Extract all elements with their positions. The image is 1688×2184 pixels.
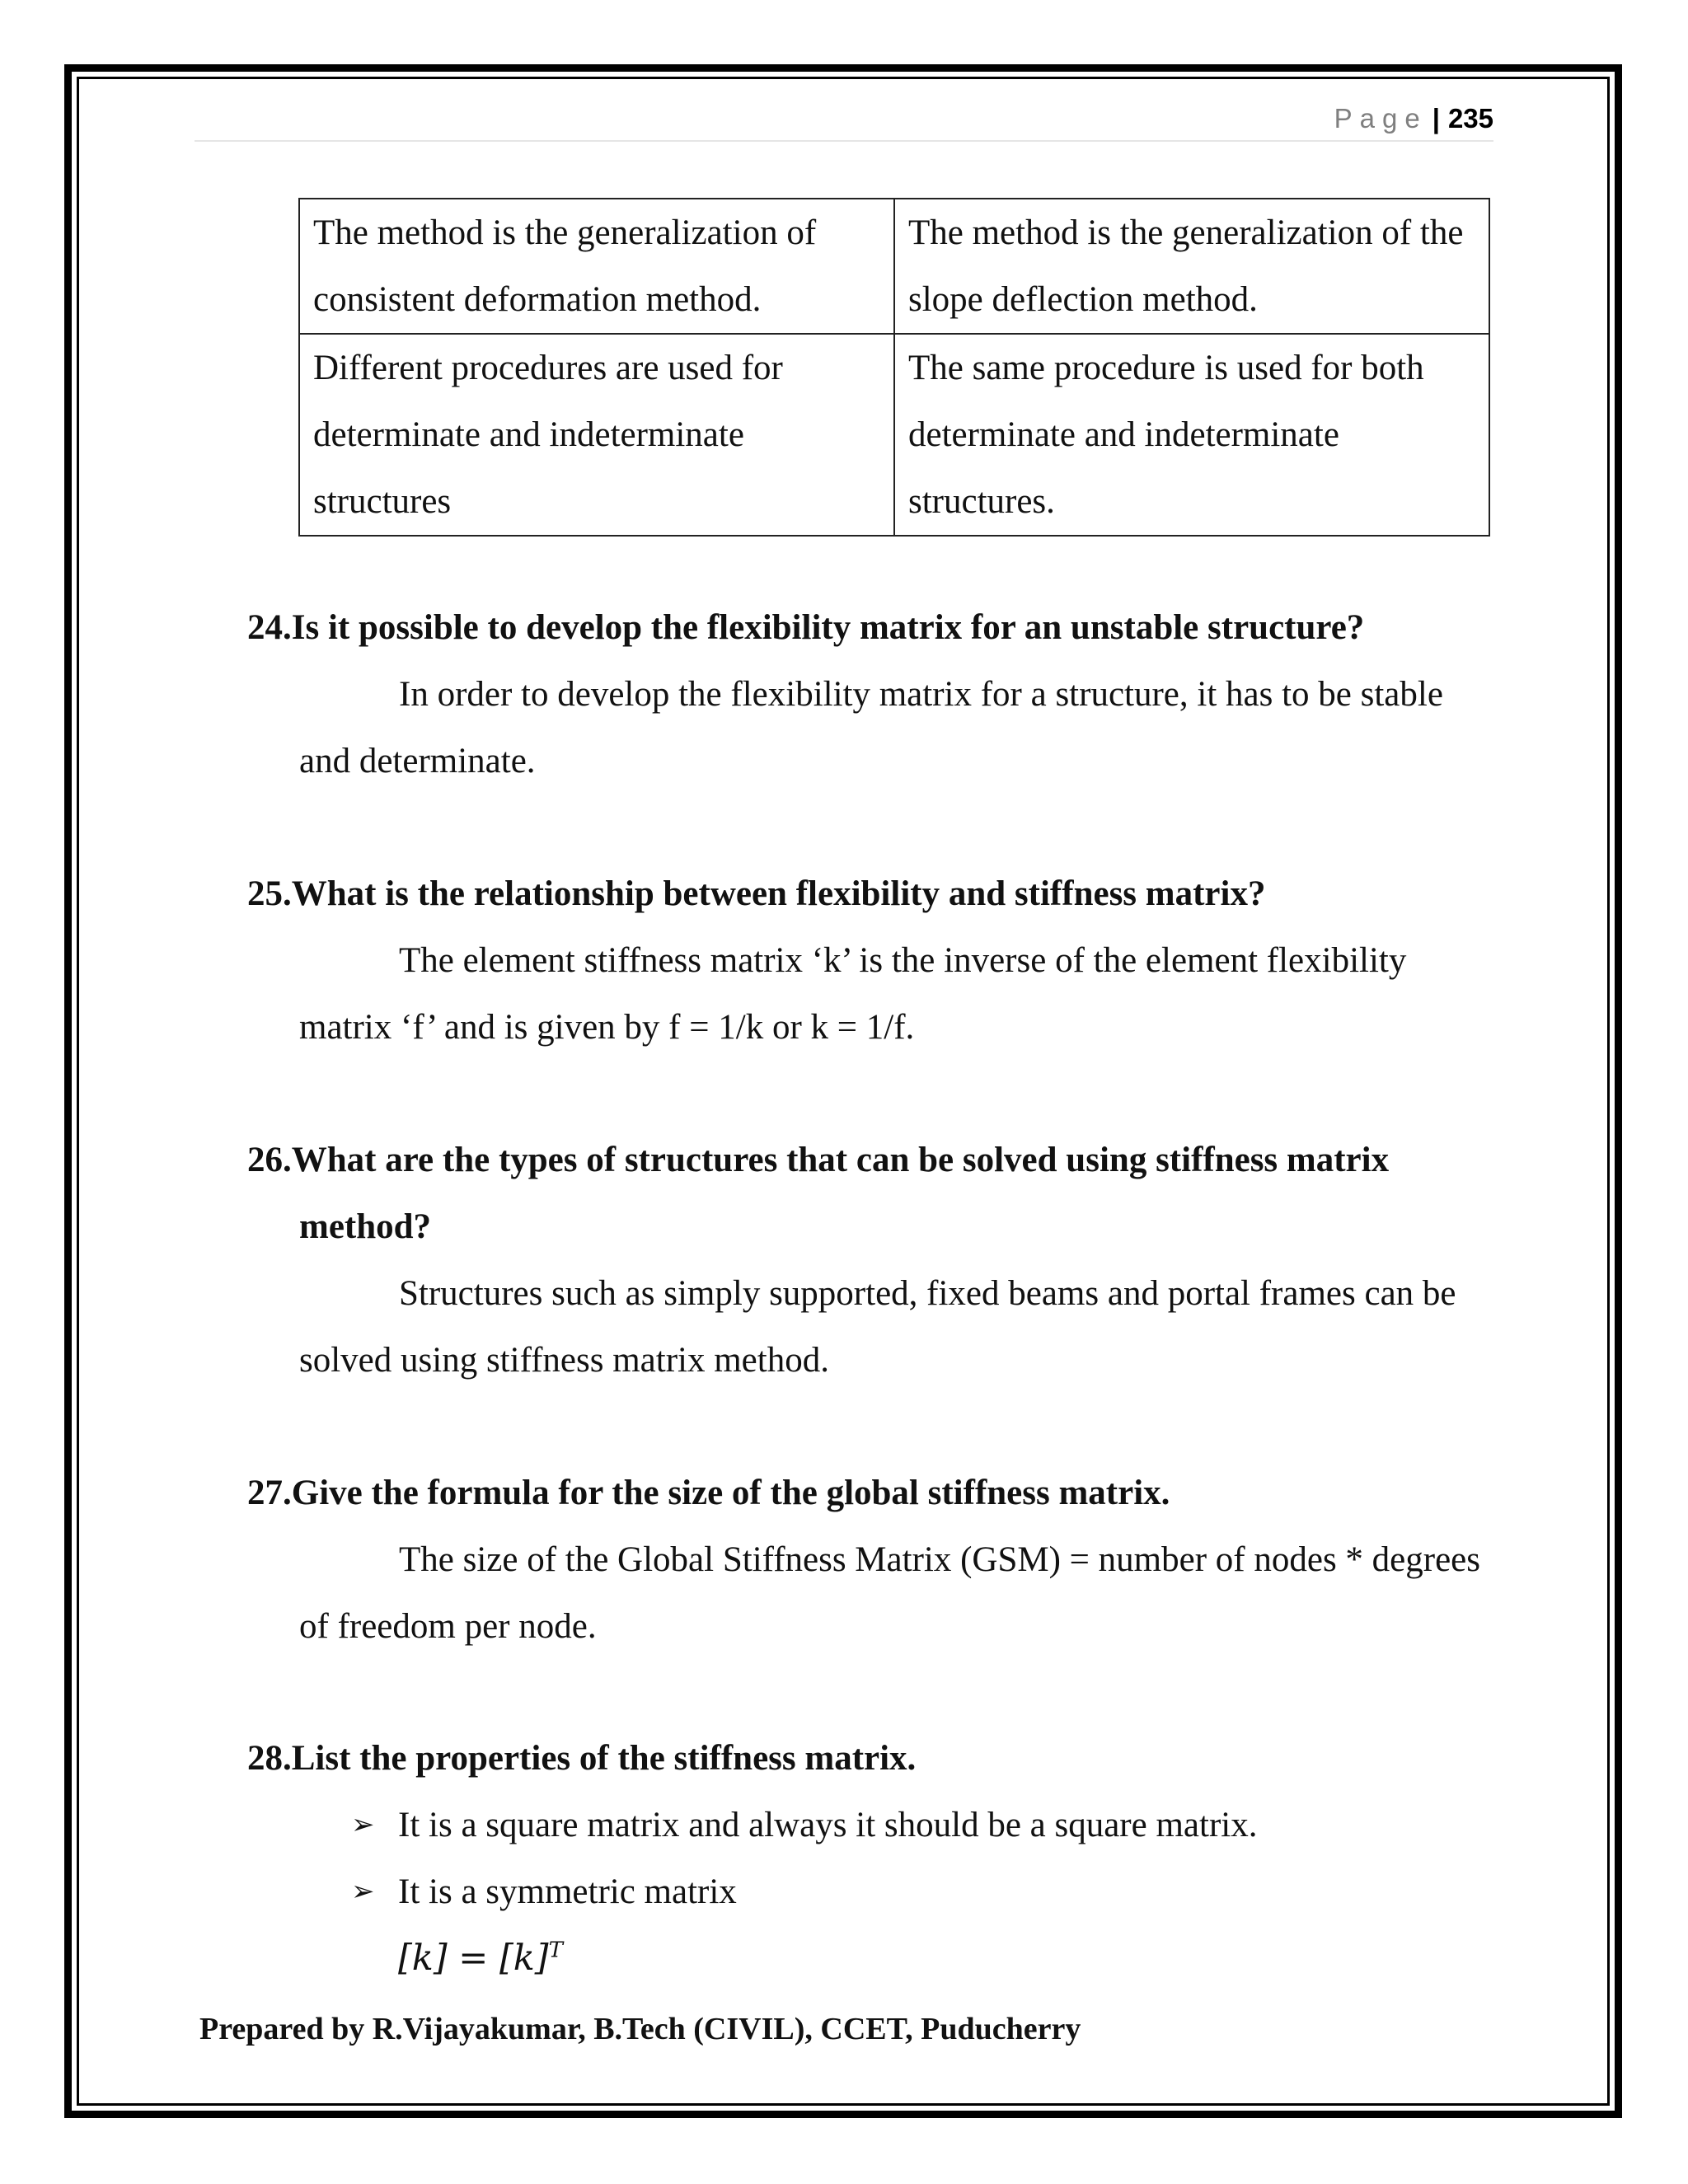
qa-block-24 xyxy=(247,594,1484,794)
question-heading xyxy=(247,1725,1484,1792)
arrow-bullet-icon: ➢ xyxy=(351,1875,375,1908)
table-cell-right: The method is the generalization of the slope deflection method. xyxy=(894,199,1489,334)
question-number: 27. xyxy=(247,1474,292,1512)
formula-base: [k] = [k] xyxy=(398,1938,549,1979)
table-cell-left: Different procedures are used for determinate and indeterminate structures xyxy=(299,334,894,536)
list-item-text: It is a square matrix and always it should be a square matrix. xyxy=(398,1806,1258,1844)
table-cell-right: The same procedure is used for both determinate and indeterminate structures. xyxy=(894,334,1489,536)
page-label: Page xyxy=(1334,103,1428,134)
question-heading xyxy=(247,1460,1484,1526)
qa-block-28 xyxy=(247,1725,1484,1992)
answer-text: Structures such as simply supported, fixed beams and portal frames can be solved using stiffness matrix method. xyxy=(299,1274,1456,1380)
answer-text: In order to develop the flexibility matrix for a structure, it has to be stable and determinate. xyxy=(299,675,1443,780)
question-heading xyxy=(247,594,1484,661)
table-row xyxy=(299,334,1489,536)
qa-block-27 xyxy=(247,1460,1484,1660)
table-row xyxy=(299,199,1489,334)
list-item xyxy=(351,1858,1484,1925)
page-header xyxy=(195,97,1493,142)
symmetry-formula xyxy=(247,1925,1484,1992)
question-number: 25. xyxy=(247,874,292,913)
property-list xyxy=(247,1792,1484,1925)
page-separator: | xyxy=(1432,103,1440,134)
question-text: Give the formula for the size of the global stiffness matrix. xyxy=(291,1474,1170,1512)
question-text: Is it possible to develop the flexibility matrix for an unstable structure? xyxy=(291,608,1365,647)
question-number: 24. xyxy=(247,608,292,647)
question-number: 28. xyxy=(247,1739,292,1778)
question-text: List the properties of the stiffness matrix. xyxy=(291,1739,917,1778)
answer-text: The element stiffness matrix ‘k’ is the inverse of the element flexibility matrix ‘f’ and is given by f = 1/k or k = 1/f. xyxy=(299,941,1407,1047)
page-number: 235 xyxy=(1447,103,1493,134)
list-item-text: It is a symmetric matrix xyxy=(398,1872,737,1911)
question-heading xyxy=(247,860,1484,927)
answer-text: The size of the Global Stiffness Matrix (GSM) = number of nodes * degrees of freedom per node. xyxy=(299,1540,1480,1646)
table-cell-left: The method is the generalization of consistent deformation method. xyxy=(299,199,894,334)
question-number: 26. xyxy=(247,1141,292,1179)
question-heading xyxy=(247,1127,1484,1260)
question-text: What is the relationship between flexibility and stiffness matrix? xyxy=(291,874,1266,913)
comparison-table xyxy=(298,198,1490,537)
formula-superscript: T xyxy=(548,1938,563,1963)
qa-block-26 xyxy=(247,1127,1484,1394)
arrow-bullet-icon: ➢ xyxy=(351,1808,375,1841)
qa-block-25 xyxy=(247,860,1484,1061)
list-item xyxy=(351,1792,1484,1858)
page-footer: Prepared by R.Vijayakumar, B.Tech (CIVIL), CCET, Puducherry xyxy=(199,2012,1081,2046)
question-text: What are the types of structures that can be solved using stiffness matrix method? xyxy=(291,1141,1390,1246)
